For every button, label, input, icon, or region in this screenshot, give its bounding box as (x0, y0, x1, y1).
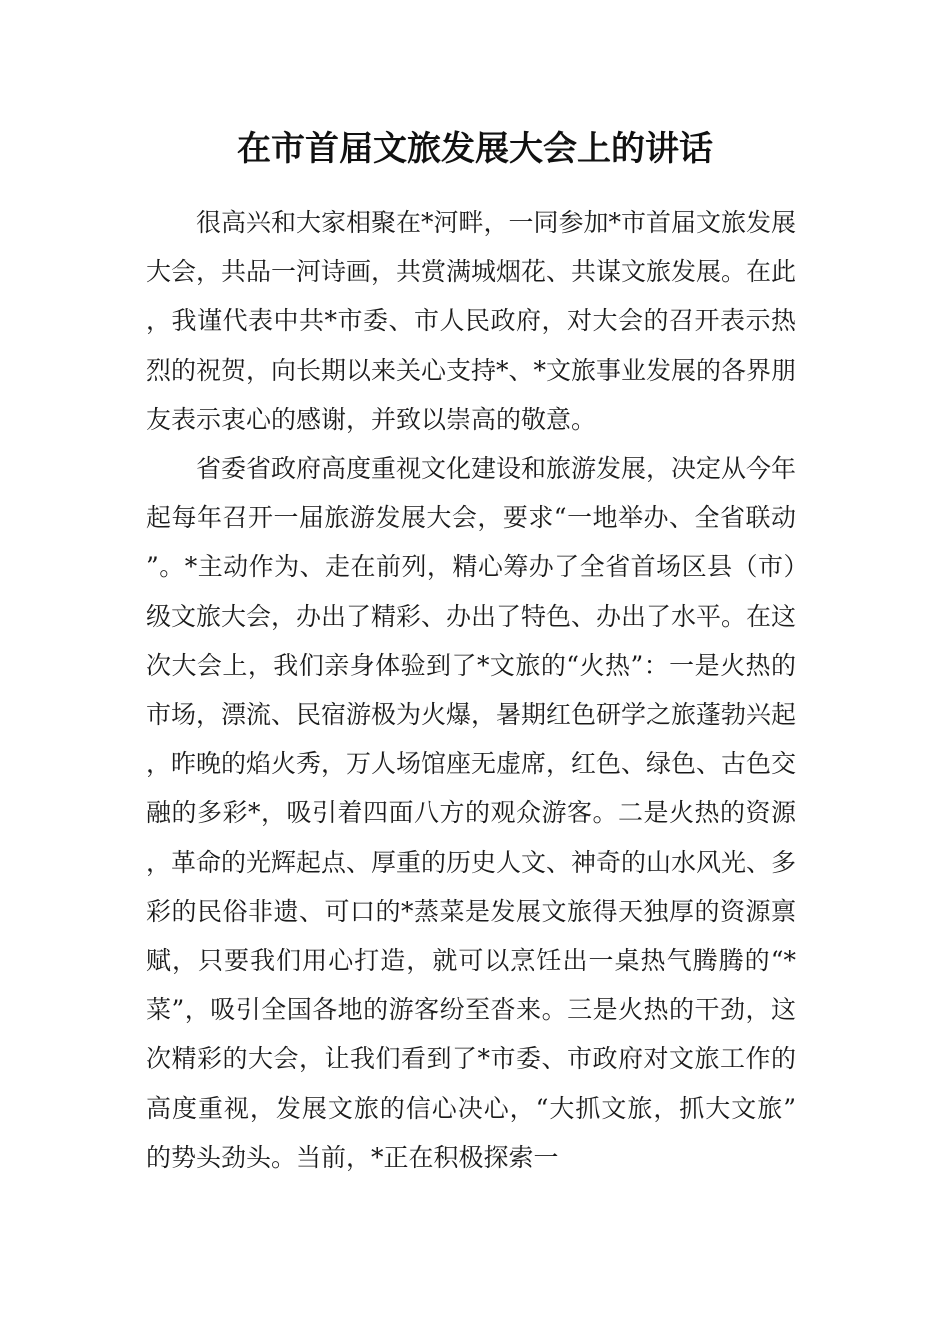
paragraph: 很高兴和大家相聚在*河畔，一同参加*市首届文旅发展大会，共品一河诗画，共赏满城烟花、共谋文旅发展。在此，我谨代表中共*市委、市人民政府，对大会的召开表示热烈的祝贺，向长期以来关心支持*、*文旅事业发展的各界朋友表示衷心的感谢，并致以崇高的敬意。 (146, 208, 797, 434)
paragraph: 省委省政府高度重视文化建设和旅游发展，决定从今年起每年召开一届旅游发展大会，要求“一地举办、全省联动”。*主动作为、走在前列，精心筹办了全省首场区县（市）级文旅大会，办出了精彩、办出了特色、办出了水平。在这次大会上，我们亲身体验到了*文旅的“火热”：一是火热的市场，漂流、民宿游极为火爆，暑期红色研学之旅蓬勃兴起，昨晚的焰火秀，万人场馆座无虚席，红色、绿色、古色交融的多彩*，吸引着四面八方的观众游客。二是火热的资源，革命的光辉起点、厚重的历史人文、神奇的山水风光、多彩的民俗非遗、可口的*蒸菜是发展文旅得天独厚的资源禀赋，只要我们用心打造，就可以烹饪出一桌热气腾腾的“*菜”，吸引全国各地的游客纷至沓来。三是火热的干劲，这次精彩的大会，让我们看到了*市委、市政府对文旅工作的高度重视，发展文旅的信心决心，“大抓文旅，抓大文旅”的势头劲头。当前，*正在积极探索一 (146, 454, 797, 1172)
document-title: 在市首届文旅发展大会上的讲话 (237, 129, 713, 169)
document-body (146, 198, 796, 1182)
